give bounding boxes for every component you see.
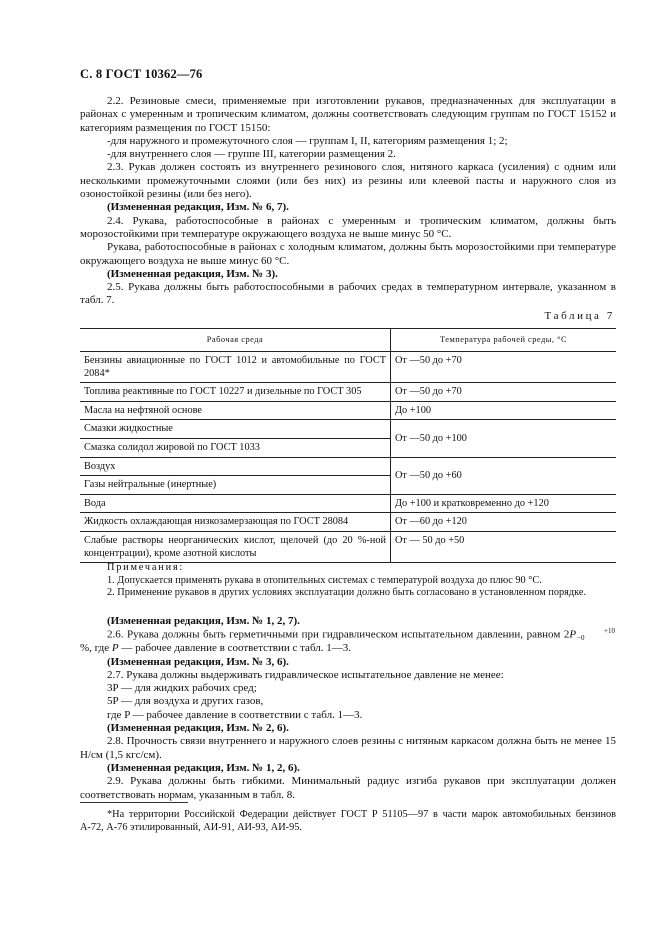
- tolerance: [577, 628, 615, 642]
- paragraph-2-6: [80, 628, 616, 655]
- revision-note: (Измененная редакция, Изм. № 3).: [107, 267, 278, 280]
- table-row: [80, 457, 616, 476]
- table-notes: [80, 562, 616, 600]
- cell-medium: Бензины авиационные по ГОСТ 1012 и автомобильные по ГОСТ 2084*: [80, 352, 391, 383]
- paragraph-2-2-b: -для внутреннего слоя — группе III, категории размещения 2.: [107, 148, 396, 161]
- revision-note: (Измененная редакция, Изм. № 1, 2, 6).: [107, 761, 300, 774]
- paragraph-2-8: 2.8. Прочность связи внутреннего и наружного слоев резины с нитяным каркасом должна быть не менее 15 Н/см (1,5 кгс/см).: [80, 735, 616, 761]
- cell-medium: Смазка солидол жировой по ГОСТ 1033: [80, 438, 391, 457]
- paragraph-2-4-b: Рукава, работоспособные в районах с холодным климатом, должны быть морозостойкими при температуре окружающего воздуха не выше минус 60 °С.: [80, 241, 616, 267]
- paragraph-2-6-where: %, где: [80, 642, 110, 655]
- paragraph-2-6-end: — рабочее давление в соответствии с табл. 1—3.: [118, 642, 352, 655]
- cell-medium: Слабые растворы неорганических кислот, щелочей (до 20 %-ной концентрации), кроме азотной кислоты: [80, 531, 391, 562]
- pressure-symbol-2: P: [111, 642, 119, 655]
- notes-title: Примечания:: [107, 562, 185, 573]
- footnote-text: *На территории Российской Федерации действует ГОСТ Р 51105—97 в части марок автомобильных бензинов А-72, А-76 этилированный, АИ-91, АИ-93, АИ-95.: [80, 809, 616, 833]
- cell-temperature: От — 50 до +50: [391, 531, 617, 562]
- cell-medium: Вода: [80, 494, 391, 513]
- pressure-multiplier: 2: [563, 628, 570, 641]
- cell-temperature: От —60 до +120: [391, 513, 617, 532]
- table-header-row: [80, 329, 616, 352]
- cell-medium: Смазки жидкостные: [80, 420, 391, 439]
- cell-medium: Воздух: [80, 457, 391, 476]
- paragraph-2-2: 2.2. Резиновые смеси, применяемые при изготовлении рукавов, предназначенных для эксплуатации в районах с умеренным и тропическим климатом, должны соответствовать следующим группам по ГОСТ 15152 и категориям размещения по ГОСТ 15150:: [80, 95, 616, 134]
- revision-note: (Измененная редакция, Изм. № 2, 6).: [107, 722, 289, 735]
- table-7: [80, 328, 616, 563]
- table-row: [80, 401, 616, 420]
- cell-temperature: От —50 до +70: [391, 352, 617, 383]
- column-header-temperature: Температура рабочей среды, °С: [391, 329, 617, 352]
- table-row: [80, 420, 616, 439]
- paragraph-2-6-text: 2.6. Рукава должны быть герметичными при гидравлическом испытательном давлении, равном: [107, 628, 561, 641]
- table-caption: Таблица 7: [544, 310, 615, 322]
- cell-temperature: От —50 до +70: [391, 383, 617, 402]
- body-top: [80, 95, 616, 308]
- paragraph-2-7: 2.7. Рукава должны выдерживать гидравлическое испытательное давление не менее:: [107, 668, 504, 681]
- paragraph-2-7-a: 3P — для жидких рабочих сред;: [107, 682, 257, 695]
- paragraph-2-5: 2.5. Рукава должны быть работоспособными в рабочих средах в температурном интервале, указанном в табл. 7.: [80, 281, 616, 307]
- note-2: 2. Применение рукавов в других условиях эксплуатации должно быть согласовано в установленном порядке.: [107, 587, 587, 599]
- cell-medium: Масла на нефтяной основе: [80, 401, 391, 420]
- cell-temperature: До +100 и кратковременно до +120: [391, 494, 617, 513]
- footnote: [80, 809, 616, 834]
- paragraph-2-3: 2.3. Рукав должен состоять из внутреннего резинового слоя, нитяного каркаса (усиления) с одним или несколькими промежуточными слоями (или без них) из резины или клеевой пасты и наружного слоя из озоностойкой резины (или без него).: [80, 161, 616, 201]
- tolerance-upper: +10: [604, 627, 615, 636]
- footnote-divider: [80, 802, 188, 803]
- table-row: [80, 352, 616, 383]
- revision-note: (Измененная редакция, Изм. № 1, 2, 7).: [107, 615, 300, 627]
- paragraph-2-2-a: -для наружного и промежуточного слоя — группам I, II, категориям размещения 1; 2;: [107, 134, 508, 147]
- revision-note: (Измененная редакция, Изм. № 3, 6).: [107, 655, 289, 668]
- cell-medium: Жидкость охлаждающая низкозамерзающая по ГОСТ 28084: [80, 513, 391, 532]
- paragraph-2-9: 2.9. Рукава должны быть гибкими. Минимальный радиус изгиба рукавов при эксплуатации должен соответствовать нормам, указанным в табл. 8.: [80, 775, 616, 801]
- cell-medium: Газы нейтральные (инертные): [80, 476, 391, 495]
- body-bottom: [80, 615, 616, 802]
- table-row: [80, 531, 616, 562]
- column-header-medium: Рабочая среда: [80, 329, 391, 352]
- paragraph-2-4: 2.4. Рукава, работоспособные в районах с умеренным и тропическим климатом, должны быть морозостойкими при температуре окружающего воздуха не выше минус 50 °С.: [80, 214, 616, 240]
- paragraph-2-7-b: 5P — для воздуха и других газов,: [107, 695, 264, 708]
- cell-medium: Топлива реактивные по ГОСТ 10227 и дизельные по ГОСТ 305: [80, 383, 391, 402]
- cell-temperature: От —50 до +60: [391, 457, 617, 494]
- table-row: [80, 383, 616, 402]
- cell-temperature: От —50 до +100: [391, 420, 617, 457]
- pressure-symbol: P: [569, 628, 577, 641]
- note-1: 1. Допускается применять рукава в отопительных системах с температурой воздуха до плюс 90 °С.: [107, 574, 542, 586]
- revision-note: (Измененная редакция, Изм. № 6, 7).: [107, 201, 289, 214]
- cell-temperature: До +100: [391, 401, 617, 420]
- page-header: С. 8 ГОСТ 10362—76: [80, 67, 203, 81]
- table-row: [80, 494, 616, 513]
- table-row: [80, 513, 616, 532]
- tolerance-lower: −0: [577, 634, 585, 643]
- paragraph-2-7-c: где P — рабочее давление в соответствии с табл. 1—3.: [107, 708, 363, 721]
